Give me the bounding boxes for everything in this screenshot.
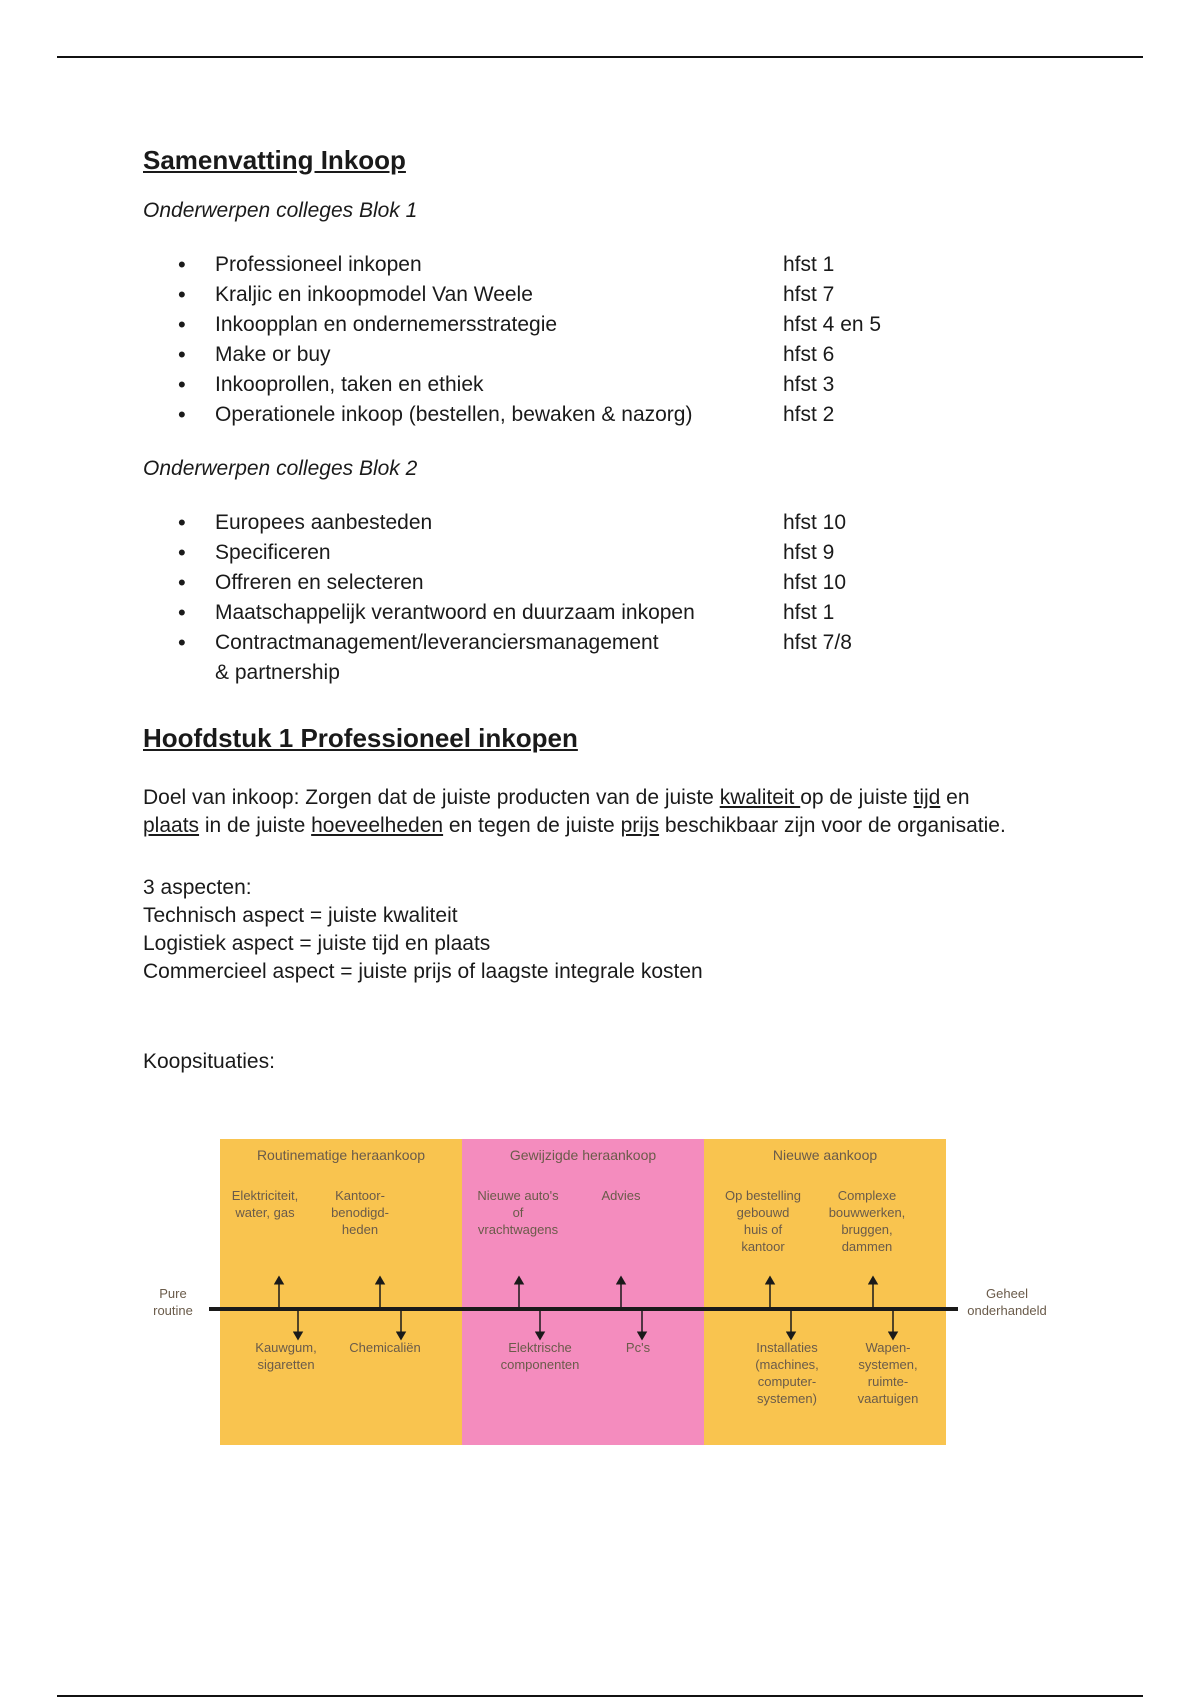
- example-above: Elektriciteit, water, gas: [231, 1188, 299, 1220]
- example-above: Op bestelling gebouwd huis of kantoor: [725, 1188, 801, 1254]
- topic-text: • Contractmanagement/leveranciersmanagement & partnership: [215, 631, 659, 684]
- list-item: [143, 280, 1103, 310]
- header-rule: [57, 56, 1143, 58]
- footer-rule: [57, 1695, 1143, 1697]
- chapter1-heading: Hoofdstuk 1 Professioneel inkopen: [143, 723, 578, 753]
- koopsituaties-label: Koopsituaties:: [143, 1050, 275, 1073]
- axis-right-label: Geheel onderhandeld: [967, 1286, 1047, 1318]
- chapter-ref: hfst 4 en 5: [783, 313, 882, 336]
- example-below: Kauwgum, sigaretten: [255, 1340, 317, 1372]
- underlined-term: kwaliteit: [719, 786, 801, 809]
- underlined-term: hoeveelheden: [311, 814, 444, 837]
- chapter-ref: hfst 6: [783, 343, 835, 366]
- aspects-intro: 3 aspecten:: [143, 876, 252, 899]
- chapter-ref: hfst 1: [783, 601, 835, 624]
- chapter-ref: hfst 10: [783, 571, 847, 594]
- topic-text: • Professioneel inkopen: [215, 253, 422, 276]
- example-below: Pc's: [625, 1340, 651, 1355]
- aspects-block: [143, 874, 1103, 986]
- underlined-term: plaats: [143, 814, 200, 837]
- document-body: [143, 140, 1103, 1076]
- chapter-ref: hfst 3: [783, 373, 835, 396]
- category-heading: Gewijzigde heraankoop: [509, 1147, 657, 1163]
- aspect-line: Commercieel aspect = juiste prijs of laagste integrale kosten: [143, 960, 703, 983]
- list-item: [143, 508, 1103, 538]
- list-item: [143, 538, 1103, 568]
- topic-text: • Kraljic en inkoopmodel Van Weele: [215, 283, 533, 306]
- example-below: Installaties (machines, computer- systemen): [755, 1340, 819, 1406]
- example-above: Nieuwe auto's of vrachtwagens: [477, 1188, 559, 1237]
- aspect-line: Logistiek aspect = juiste tijd en plaats: [143, 932, 491, 955]
- chapter-ref: hfst 2: [783, 403, 835, 426]
- topic-text: • Inkoopplan en ondernemersstrategie: [215, 313, 558, 336]
- topic-text: • Operationele inkoop (bestellen, bewaken & nazorg): [215, 403, 693, 426]
- blok1-heading: Onderwerpen colleges Blok 1: [143, 199, 418, 222]
- example-above: Advies: [601, 1188, 641, 1203]
- document-title: Samenvatting Inkoop: [143, 145, 406, 175]
- chapter-ref: hfst 7/8: [783, 631, 852, 654]
- topic-text: • Maatschappelijk verantwoord en duurzaam inkopen: [215, 601, 695, 624]
- example-below: Wapen- systemen, ruimte- vaartuigen: [857, 1340, 919, 1406]
- chapter-ref: hfst 7: [783, 283, 835, 306]
- chapter-ref: hfst 9: [783, 541, 835, 564]
- example-above: Kantoor- benodigd- heden: [331, 1188, 389, 1237]
- list-item: [143, 310, 1103, 340]
- topic-text: • Europees aanbesteden: [215, 511, 433, 534]
- list-item: [143, 568, 1103, 598]
- list-item: [143, 628, 1103, 688]
- underlined-term: prijs: [620, 814, 660, 837]
- blok2-heading: Onderwerpen colleges Blok 2: [143, 457, 418, 480]
- diagram-axis-graphics: [143, 1133, 1059, 1457]
- list-item: [143, 250, 1103, 280]
- aspect-line: Technisch aspect = juiste kwaliteit: [143, 904, 458, 927]
- example-below: Chemicaliën: [349, 1340, 421, 1355]
- example-below: Elektrische componenten: [500, 1340, 580, 1372]
- topic-text: • Inkooprollen, taken en ethiek: [215, 373, 484, 396]
- chapter-ref: hfst 1: [783, 253, 835, 276]
- topic-text: • Specificeren: [215, 541, 331, 564]
- chapter-ref: hfst 10: [783, 511, 847, 534]
- blok1-list: [143, 250, 1103, 430]
- category-heading: Nieuwe aankoop: [772, 1147, 878, 1163]
- list-item: [143, 598, 1103, 628]
- doel-paragraph: Doel van inkoop: Zorgen dat de juiste producten van de juiste kwaliteit op de juiste tijd en plaats in de juiste hoeveelheden en tegen de juiste prijs beschikbaar zijn voor de organisatie.: [143, 786, 1006, 837]
- underlined-term: tijd: [913, 786, 941, 809]
- blok2-list: [143, 508, 1103, 688]
- topic-text: • Make or buy: [215, 343, 331, 366]
- list-item: [143, 340, 1103, 370]
- category-heading: Routinematige heraankoop: [256, 1147, 426, 1163]
- koopsituaties-diagram: [143, 1133, 1059, 1457]
- list-item: [143, 400, 1103, 430]
- example-above: Complexe bouwwerken, bruggen, dammen: [828, 1188, 906, 1254]
- list-item: [143, 370, 1103, 400]
- topic-text: • Offreren en selecteren: [215, 571, 424, 594]
- axis-left-label: Pure routine: [153, 1286, 193, 1318]
